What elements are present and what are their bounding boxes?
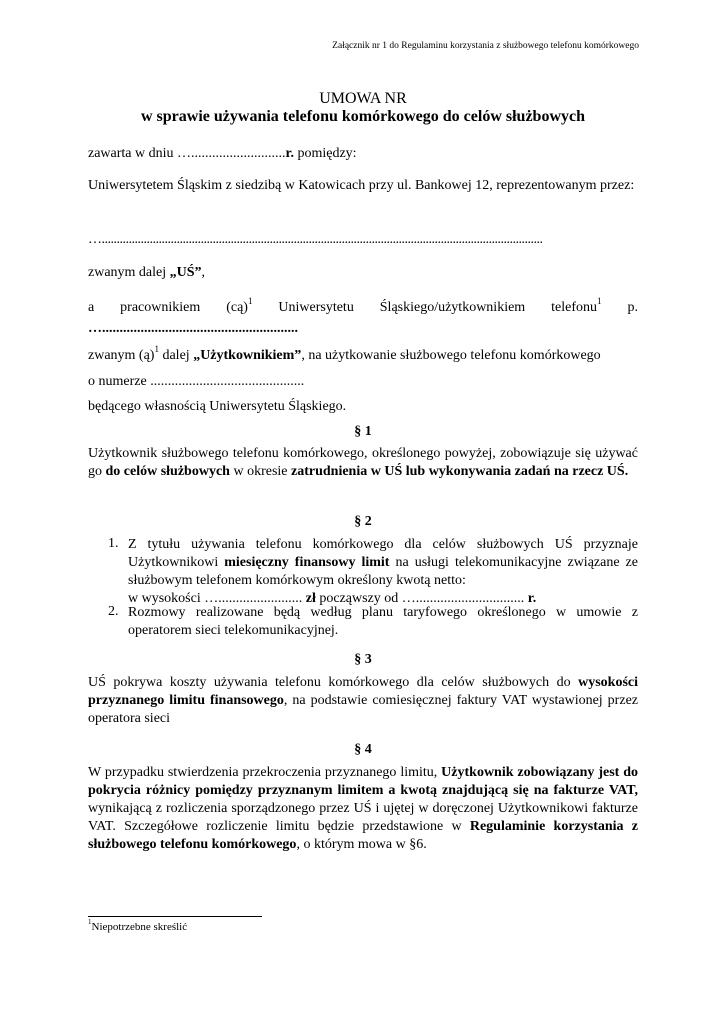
footnote-ref: 1 <box>597 296 602 307</box>
attachment-header-note: Załącznik nr 1 do Regulaminu korzystania z służbowego telefonu komórkowego <box>332 41 639 51</box>
list-number: 1. <box>108 536 119 551</box>
list-number: 2. <box>108 604 119 619</box>
university-party: Uniwersytetem Śląskim z siedzibą w Katowicach przy ul. Bankowej 12, reprezentowanym przez: <box>88 178 635 193</box>
footnote-separator <box>88 916 262 917</box>
section-2-item-1: Z tytułu używania telefonu komórkowego dla celów służbowych UŚ przyznaje Użytkownikowi miesięczny finansowy limit na usługi telekomunikacyjne związane ze służbowym telefonem komórkowym określony kwotą netto: w wysokości …........................ zł począwszy od …............................... r. <box>128 537 638 606</box>
section-4-text: W przypadku stwierdzenia przekroczenia przyznanego limitu, Użytkownik zobowiązany jest do pokrycia różnicy pomiędzy przyznanym limitem a kwotą znajdującą się na fakturze VAT, wynikającą z rozliczenia sporządzonego przez UŚ i ujętej w doręczonej Użytkownikowi fakturze VAT. Szczegółowe rozliczenie limitu będzie przedstawione w Regulaminie korzystania z służbowego telefonu komórkowego, o którym mowa w §6. <box>88 765 639 852</box>
section-1-text: Użytkownik służbowego telefonu komórkowego, określonego powyżej, zobowiązuje się używać go do celów służbowych w okresie zatrudnienia w UŚ lub wykonywania zadań na rzecz UŚ. <box>88 446 638 479</box>
representative-blank-line: …................................................................................................................................................... <box>88 232 543 247</box>
footnote: $^1$Niepotrzebne skreślić <box>88 918 188 933</box>
section-3-heading: § 3 <box>354 652 372 667</box>
user-definition: zwanym (ą)$^1$ dalej „Użytkownikiem”, na użytkowanie służbowego telefonu komórkowego <box>88 344 601 363</box>
section-4-heading: § 4 <box>354 742 372 757</box>
ownership-line: będącego własnością Uniwersytetu Śląskiego. <box>88 399 347 414</box>
document-subtitle: w sprawie używania telefonu komórkowego do celów służbowych <box>141 108 585 125</box>
section-1-heading: § 1 <box>354 424 372 439</box>
us-definition: zwanym dalej „UŚ”, <box>88 265 206 280</box>
section-3-text: UŚ pokrywa koszty używania telefonu komórkowego dla celów służbowych do wysokości przyznanego limitu finansowego, na podstawie comiesięcznej faktury VAT wystawionej przez operatora sieci <box>88 675 638 726</box>
section-2-item-2: Rozmowy realizowane będą według planu taryfowego określonego w umowie z operatorem sieci telekomunikacyjnej. <box>128 605 638 638</box>
footnote-ref: 1 <box>154 344 159 355</box>
employee-blank-line: …........................................................ <box>88 321 298 336</box>
document-title: UMOWA NR <box>319 90 407 107</box>
section-2-heading: § 2 <box>354 514 372 529</box>
phone-number-line: o numerze ............................................ <box>88 374 305 389</box>
contract-date-line: zawarta w dniu …...........................r. pomiędzy: <box>88 146 357 161</box>
footnote-ref: 1 <box>247 296 253 307</box>
employee-party-line: a pracownikiem (cą)$^1$ Uniwersytetu Śląskiego/użytkownikiem telefonu$^1$ p. <box>88 296 638 315</box>
